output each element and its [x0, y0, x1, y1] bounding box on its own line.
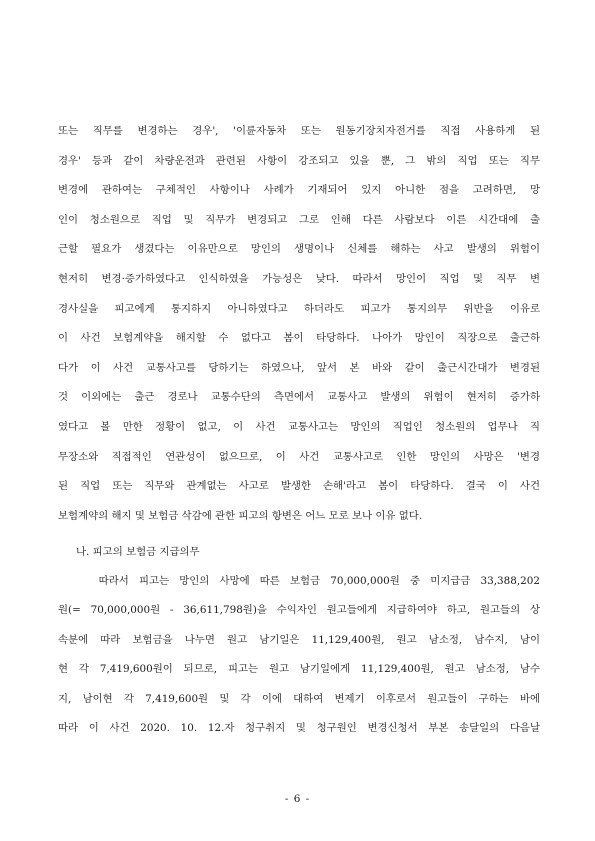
text-line: 무장소와 직접적인 연관성이 없으므로, 이 사건 교통사고로 인한 망인의 사망은 '변경	[58, 450, 540, 463]
text-line: 속분에 따라 보험금을 나누면 원고 남기일은 11,129,400원, 원고 남소정, 남수지, 남이	[58, 633, 540, 646]
text-line: 다가 이 사건 교통사고를 당하기는 하였으나, 앞서 본 바와 같이 출근시간대가 변경된	[58, 361, 540, 374]
text-line: 인이 청소원으로 직업 및 직무가 변경되고 그로 인해 다른 사람보다 이른 시간대에 출	[58, 213, 540, 226]
text-line: 이 사건 보험계약을 해지할 수 없다고 봄이 타당하다. 나아가 망인이 직장으로 출근하	[58, 332, 540, 345]
text-line: 변경에 관하여는 구체적인 사항이나 사례가 기재되어 있지 아니한 점을 고려하면, 망	[58, 184, 540, 197]
text-line: 것 이외에는 출근 경로나 교통수단의 측면에서 교통사고 발생의 위험이 현저히 증가하	[58, 391, 540, 404]
section-heading: 나. 피고의 보험금 지급의무	[76, 546, 200, 558]
text-line: 현 각 7,419,600원이 되므로, 피고는 원고 남기일에게 11,129,400원, 원고 남소정, 남수	[58, 663, 540, 676]
text-line: 경사실을 피고에게 통지하지 아니하였다고 하더라도 피고가 통지의무 위반을 이유로	[58, 302, 540, 315]
text-line: 따라서 피고는 망인의 사망에 따른 보험금 70,000,000원 중 미지급금 33,388,202	[58, 575, 540, 587]
text-line: 지, 남이현 각 7,419,600원 및 각 이에 대하여 변제기 이후로서 원고들이 구하는 바에	[58, 692, 540, 705]
text-line: 경우' 등과 같이 차량운전과 관련된 사항이 강조되고 있을 뿐, 그 밖의 직업 또는 직무	[58, 154, 540, 167]
text-line: 근할 필요가 생겼다는 이유만으로 망인의 생명이나 신체를 해하는 사고 발생의 위험이	[58, 243, 540, 256]
text-line: 된 직업 또는 직무와 관계없는 사고로 발생한 손해'라고 봄이 타당하다. 결국 이 사건	[58, 480, 540, 493]
text-line: 현저히 변경·증가하였다고 인식하였을 가능성은 낮다. 따라서 망인이 직업 및 직무 변	[58, 273, 540, 285]
text-line: 또는 직무를 변경하는 경우', '이륜자동차 또는 원동기장치자전거를 직접 사용하게 된	[58, 125, 540, 137]
text-line: 따라 이 사건 2020. 10. 12.자 청구취지 및 청구원인 변경신청서 부본 송달일의 다음날	[58, 722, 540, 734]
text-line: 원(= 70,000,000원 - 36,611,798원)을 수익자인 원고들에게 지급하여야 하고, 원고들의 상	[58, 604, 540, 617]
text-line: 였다고 볼 만한 정황이 없고, 이 사건 교통사고는 망인의 직업인 청소원의 업무나 직	[58, 421, 540, 433]
page-number: - 6 -	[284, 793, 311, 805]
text-line: 보험계약의 해지 및 보험금 삭감에 관한 피고의 항변은 어느 모로 보나 이유 없다.	[58, 509, 423, 522]
